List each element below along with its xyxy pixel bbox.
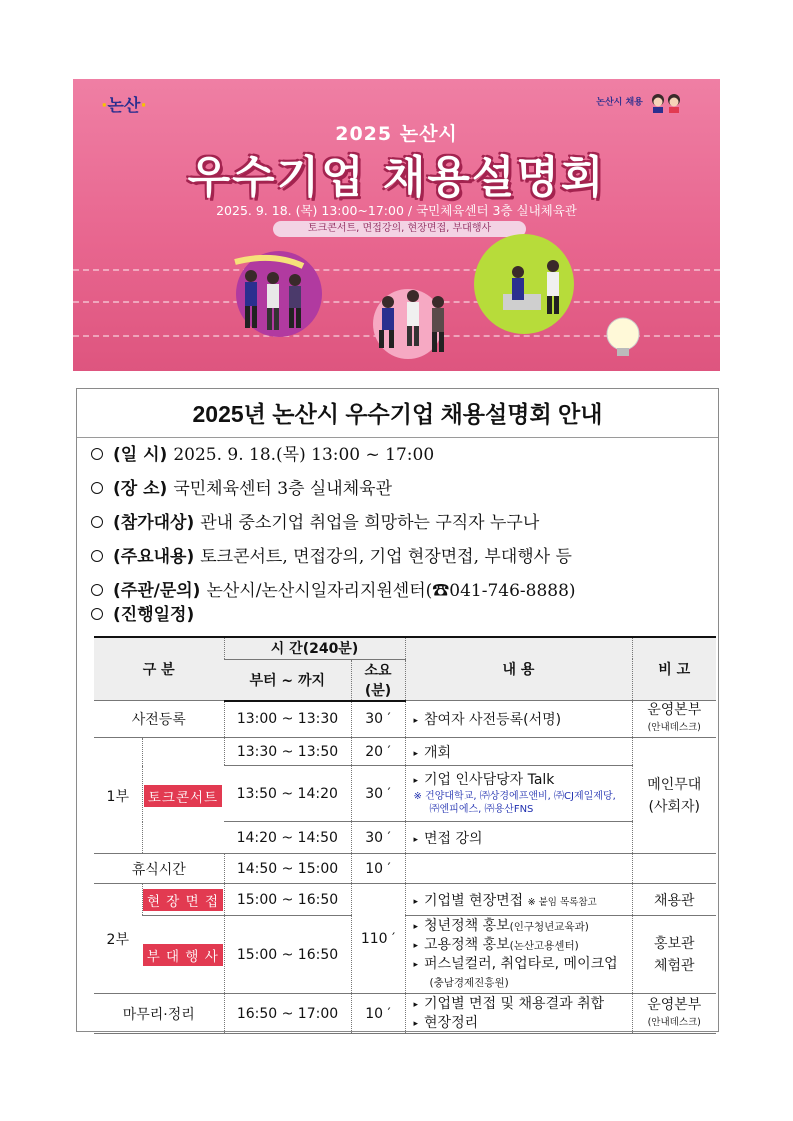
table-row: 1부 토크콘서트 13:30 ~ 13:50 20 ′ ▸ 개회 메인무대 (사회자) bbox=[94, 738, 716, 766]
table-row: 마무리·정리 16:50 ~ 17:00 10 ′ ▸ 기업별 면접 및 채용결과 취합 ▸ 현장정리 운영본부 (안내데스크) bbox=[94, 994, 716, 1034]
banner-program-pill: 토크콘서트, 면접강의, 현장면접, 부대행사 bbox=[273, 221, 526, 237]
triangle-right-icon: ▸ bbox=[413, 941, 419, 951]
info-row-organizer: (주관/문의) 논산시/논산시일자리지원센터(☎041-746-8888) bbox=[91, 576, 576, 606]
info-row-schedule: (진행일정) bbox=[91, 600, 194, 630]
table-row: 부 대 행 사 15:00 ~ 16:50 ▸ 청년정책 홍보(인구청년교육과) ▸ 고용정책 홍보(논산고용센터) ▸ 퍼스널컬러, 취업타로, 메이크업 (충남경제진흥원) 홍보관 체험관 bbox=[94, 916, 716, 994]
triangle-right-icon: ▸ bbox=[413, 922, 419, 932]
info-row-place: (장 소) 국민체육센터 3층 실내체육관 bbox=[91, 474, 392, 504]
circle-bullet-icon bbox=[91, 448, 103, 460]
triangle-right-icon: ▸ bbox=[413, 960, 419, 970]
header-category: 구 분 bbox=[94, 637, 224, 701]
nonsan-recruit-logo: 논산시 채용 bbox=[596, 91, 686, 113]
header-time: 시 간(240분) bbox=[224, 637, 405, 659]
header-from-to: 부터 ~ 까지 bbox=[224, 659, 351, 701]
triangle-right-icon: ▸ bbox=[413, 716, 419, 726]
triangle-right-icon: ▸ bbox=[413, 834, 419, 845]
circle-bullet-icon bbox=[91, 482, 103, 494]
people-illustration bbox=[173, 244, 653, 369]
header-note: 비 고 bbox=[632, 637, 716, 701]
talk-concert-tag: 토크콘서트 bbox=[144, 785, 222, 807]
event-banner bbox=[73, 79, 720, 371]
info-row-target: (참가대상) 관내 중소기업 취업을 희망하는 구직자 누구나 bbox=[91, 508, 539, 538]
nonsan-logo: ·논산· bbox=[101, 96, 147, 116]
header-content: 내 용 bbox=[405, 637, 632, 701]
triangle-right-icon: ▸ bbox=[413, 1018, 419, 1029]
table-row: 사전등록 13:00 ~ 13:30 30 ′ ▸ 참여자 사전등록(서명) 운영본부 (안내데스크) bbox=[94, 701, 716, 738]
banner-main-title: 우수기업 채용설명회 bbox=[187, 152, 606, 203]
onsite-interview-tag: 현 장 면 접 bbox=[143, 889, 223, 911]
side-event-tag: 부 대 행 사 bbox=[143, 944, 223, 966]
banner-year-title: 2025 논산시 bbox=[335, 123, 458, 145]
table-row: 2부 현 장 면 접 15:00 ~ 16:50 110 ′ ▸ 기업별 현장면접 ※ 붙임 목록참고 채용관 bbox=[94, 884, 716, 916]
circle-bullet-icon bbox=[91, 550, 103, 562]
event-info-box bbox=[76, 388, 719, 1032]
table-row: 14:20 ~ 14:50 30 ′ ▸ 면접 강의 bbox=[94, 822, 716, 854]
info-row-date: (일 시) 2025. 9. 18.(목) 13:00 ~ 17:00 bbox=[91, 440, 434, 470]
circle-bullet-icon bbox=[91, 516, 103, 528]
triangle-right-icon: ▸ bbox=[413, 776, 419, 786]
circle-bullet-icon bbox=[91, 584, 103, 596]
info-row-content: (주요내용) 토크콘서트, 면접강의, 기업 현장면접, 부대행사 등 bbox=[91, 542, 572, 572]
circle-bullet-icon bbox=[91, 608, 103, 620]
banner-date-place: 2025. 9. 18. (목) 13:00~17:00 / 국민체육센터 3층 실내체육관 bbox=[216, 203, 577, 218]
triangle-right-icon: ▸ bbox=[413, 896, 419, 907]
header-duration: 소요(분) bbox=[351, 659, 405, 701]
table-row: 13:50 ~ 14:20 30 ′ ▸ 기업 인사담당자 Talk ※ 건양대학교, ㈜상경에프앤비, ㈜CJ제일제당, ㈜엔피에스, ㈜용산FNS bbox=[94, 766, 716, 822]
triangle-right-icon: ▸ bbox=[413, 999, 419, 1010]
page-title: 2025년 논산시 우수기업 채용설명회 안내 bbox=[192, 401, 603, 427]
table-row: 휴식시간 14:50 ~ 15:00 10 ′ bbox=[94, 854, 716, 884]
schedule-table bbox=[94, 636, 716, 1034]
triangle-right-icon: ▸ bbox=[413, 748, 419, 759]
